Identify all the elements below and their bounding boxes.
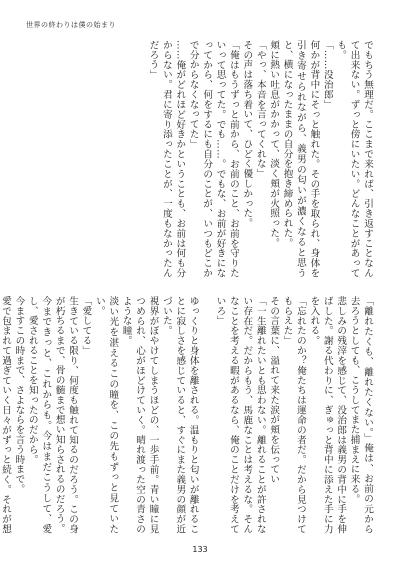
top-text-block [26,40,374,278]
bottom-body-text: 「離れたくも、離れたくない。」俺は、お前の元から去ろうとしても、こうしてまた捕まえに来る。 悲しみの残滓を感じて、没治郎は義男の背中に手を伸ばした。謝る代わりに、ぎゅっと背中に添えた手に力を入れる。 「忘れたのか？俺たちは運命の者だ。だから見つけてもらえた」 その言葉に、溢れて来た涙が頬を伝ってい 「一生離れたいとも思わない。離れることが許されない存在だ。だからもう、馬鹿なことは考えるな。そんなことを考える暇があるなら、俺のことだけを考えていろ」 ゆっくりと身体を離される。温もりと匂いが離れることに寂しさを感じていると、すぐにまた義男の顔が近づいた。 視界がぼやけてしまうほどの、一歩手前。青い瞳に見つめられ、心がほどけていく。晴れ渡った空の青さのような瞳。 淡い光を湛えるこの瞳を、この先もずっと見ていたい。 「愛してる」 生きている限り、何度も触れて知るのだろう。この身が朽ちるまで、骨の髄まで想い知らされるのだろう。 今まできっと、これからも。今はまだこうして、愛し、愛されることを知ったのだから。 今ますこの時まで、さよならを言う時まで。 愛で包まれて過ぎていく日々がずっと続く。それが想 [0,296,373,534]
bottom-text-block [0,296,374,534]
top-body-text: でもちう無理だ。ここまで来れば、引き返すことなんて出来ない。ずっと傍にいたい。どんなことがあっても。 「……没治郎」 何かが背中にそっと触れた。その手を取られ、身体を引き寄せられながら、義男の匂いが濃くなると思うと、横になったままの自分を抱き締められた。 頬に熱い吐息がかかって、淡く頬が火照った。 「やっ、本音を言ってくれな」 その声は落ち着いて、ひどく優しかった。 「俺はもうずっと前から、お前のこと、お前を守りたいって思ってた。でも……。でもな、お前が好きになってから、何をするにも自分のことが、いつもどこかで分からなくなってた」 ……俺がどれほど好きかということも、お前は何も分からない。君に寄り添ったことが、一度もなかったんだろう」 [147,40,373,278]
page-number: 133 [192,545,208,554]
running-head: 世界の終わりは僕の始まり [26,21,116,29]
